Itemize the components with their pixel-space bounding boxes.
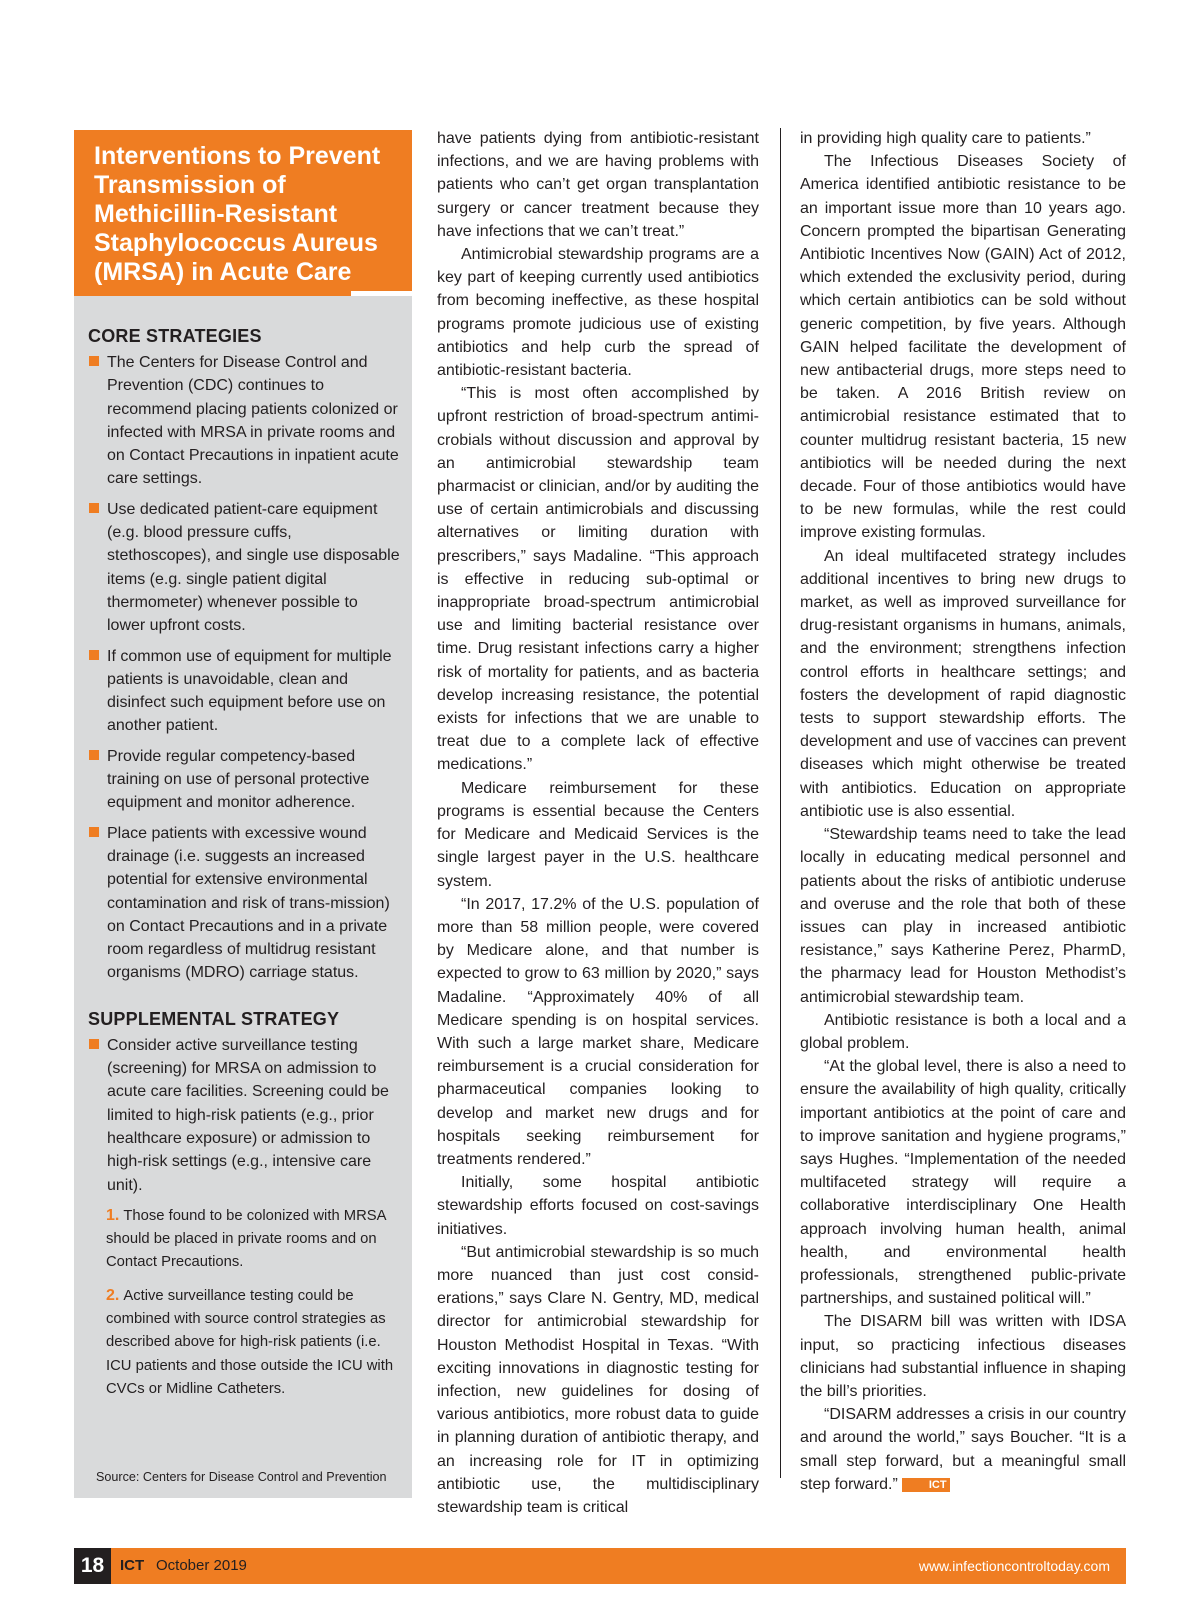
paragraph: “But antimicrobial stewardship is so much more nuanced than just cost consid-erations,” says Clare N. Gentry, MD, medical director for antimicrobial stewardship for Houston Methodist Hospital in Texas. “With exciting innovations in diagnostic testing for infection, new guidelines for dosing of various antibiotics, more robust data to guide in planning duration of antibiotic therapy, and an increasing role for IT in optimizing antibiotic use, the multidisciplinary stewardship team is critical <box>437 1243 759 1516</box>
magazine-name: ICT <box>120 1557 145 1574</box>
footer-bar <box>74 1548 1126 1584</box>
item-text: Those found to be colonized with MRSA should be placed in private rooms and on Contact Precautions. <box>106 1207 386 1271</box>
supplemental-strategy-item: Consider active surveillance testing (screening) for MRSA on admission to acute care facilities. Screening could be limited to high-risk patients (e.g., prior healthcare exposure) or admission to high-risk settings (e.g., intensive care unit). <box>88 1034 400 1197</box>
paragraph: have patients dying from antibiotic-resistant infections, and we are having problems with patients who can’t get organ transplantation surgery or cancer treatment because they have infections that we can’t treat.” <box>437 130 759 240</box>
paragraph: “In 2017, 17.2% of the U.S. population of more than 58 million people, were covered by Medicare alone, and that number is expected to grow to 63 million by 2020,” says Madaline. “Approximately 40% of all Medicare spending is on hospital services. With such a large market share, Medicare reimbursement is a crucial consideration for pharmaceutical companies looking to develop and market new drugs and for hospitals seeking reimbursement for treatments rendered.” <box>437 895 759 1168</box>
paragraph: “This is most often accomplished by upfront restriction of broad-spectrum antimi-crobials without discussion and approval by an antimicrobial stewardship team pharmacist or clinician, and/or by auditing the use of certain antimicrobials and discussing alternatives or limiting duration with prescribers,” says Madaline. “This approach is effective in reducing sub-optimal or inappropriate broad-spectrum antimicrobial use and limiting bacterial resistance over time. Drug resistant infections carry a higher risk of mortality for patients, and as bacteria develop increasing resistance, the potential exists for infections that we are unable to treat due to a complete lack of effective medications.” <box>437 385 759 774</box>
paragraph: Antimicrobial stewardship programs are a key part of keeping currently used antibiotics from becoming ineffective, as these hospital programs promote judicious use of existing antibiotics and help curb the spread of antibiotic-resistant bacteria. <box>437 246 759 380</box>
core-strategy-item: Place patients with excessive wound drainage (i.e. suggests an increased potential for extensive environmental contamination and risk of trans-mission) on Contact Precautions and in a private room regardless of multidrug resistant organisms (MDRO) carriage status. <box>88 822 400 985</box>
source-note: Source: Centers for Disease Control and Prevention <box>96 1470 387 1484</box>
paragraph-text: “DISARM addresses a crisis in our country and around the world,” says Boucher. “It is a small step forward, but a meaningful small step forward.” <box>800 1406 1126 1493</box>
article-column-2 <box>800 127 1126 1496</box>
page-number: 18 <box>74 1548 111 1584</box>
paragraph: An ideal multifaceted strategy includes additional incentives to bring new drugs to market, as well as improved surveillance for drug-resistant organisms in humans, animals, and the environment; strengthens infection control efforts in healthcare settings; and fosters the development of rapid diagnostic tests to support stewardship efforts. The development and use of vaccines can prevent diseases which might otherwise be treated with antibiotics. Education on appropriate antibiotic use is also essential. <box>800 547 1126 820</box>
paragraph-final <box>800 1403 1126 1496</box>
website-url: www.infectioncontroltoday.com <box>918 1558 1110 1574</box>
paragraph: The Infectious Diseases Society of America identified antibiotic resistance to be an important issue more than 10 years ago. Concern prompted the bipartisan Generating Antibiotic Incentives Now (GAIN) Act of 2012, which extended the exclusivity period, during which certain antibiotics can be sold without generic competition, by five years. Although GAIN helped facilitate the development of new antibacterial drugs, more steps need to be taken. A 2016 British review on antimicrobial resistance estimated that to counter multidrug resistant bacteria, 15 new antibiotics will be needed during the next decade. Four of those antibiotics would have to be new formulas, while the rest could improve existing formulas. <box>800 153 1126 542</box>
sidebar-body <box>88 326 400 1410</box>
issue-date: October 2019 <box>156 1557 247 1574</box>
paragraph: in providing high quality care to patients.” <box>800 130 1091 147</box>
paragraph: “Stewardship teams need to take the lead locally in educating medical personnel and patients about the risks of antibiotic underuse and overuse and the role that both of these issues can play in increased antibiotic resistance,” says Katherine Perez, PharmD, the pharmacy lead for Houston Methodist’s antimicrobial stewardship team. <box>800 826 1126 1006</box>
paragraph: Antibiotic resistance is both a local and a global problem. <box>800 1011 1126 1052</box>
paragraph: Initially, some hospital antibiotic stewardship efforts focused on cost-savings initiatives. <box>437 1174 759 1238</box>
core-strategy-item: The Centers for Disease Control and Prevention (CDC) continues to recommend placing patients colonized or infected with MRSA in private rooms and on Contact Precautions in inpatient acute care settings. <box>88 351 400 491</box>
core-strategies-heading: CORE STRATEGIES <box>88 326 262 346</box>
sidebar-box <box>74 130 412 1498</box>
numbered-item <box>88 1204 400 1275</box>
column-divider <box>780 128 781 1478</box>
numbered-item <box>88 1284 400 1401</box>
item-number: 1. <box>106 1206 120 1224</box>
core-strategy-item: If common use of equipment for multiple patients is unavoidable, clean and disinfect such equipment before use on another patient. <box>88 645 400 738</box>
paragraph: Medicare reimbursement for these programs is essential because the Centers for Medicare and Medicaid Services is the single largest payer in the U.S. healthcare system. <box>437 779 759 890</box>
core-strategy-item: Use dedicated patient-care equipment (e.g. blood pressure cuffs, stethoscopes), and single use disposable items (e.g. single patient digital thermometer) whenever possible to lower upfront costs. <box>88 498 400 638</box>
end-logo: ICT <box>902 1478 950 1492</box>
sidebar-title: Interventions to Prevent Transmission of Methicillin-Resistant Staphylococcus Aureus (MRSA) in Acute Care <box>74 130 412 296</box>
item-text: Active surveillance testing could be combined with source control strategies as described above for high-risk patients (i.e. ICU patients and those outside the ICU with CVCs or Midline Catheters. <box>106 1287 394 1397</box>
paragraph: “At the global level, there is also a need to ensure the availability of high quality, critically important antibiotics at the point of care and to improve sanitation and hygiene programs,” says Hughes. “Implementation of the needed multifaceted strategy will require a collaborative interdisciplinary One Health approach involving human health, animal health, and environmental health professionals, strengthened public-private partnerships, and sustained political will.” <box>800 1058 1126 1308</box>
article-column-1 <box>437 127 759 1519</box>
core-strategy-item: Provide regular competency-based training on use of personal protective equipment and monitor adherence. <box>88 745 400 815</box>
paragraph: The DISARM bill was written with IDSA input, so practicing infectious diseases clinicians had substantial influence in shaping the bill’s priorities. <box>800 1313 1126 1400</box>
item-number: 2. <box>106 1286 120 1304</box>
supplemental-strategy-heading: SUPPLEMENTAL STRATEGY <box>88 1008 340 1029</box>
